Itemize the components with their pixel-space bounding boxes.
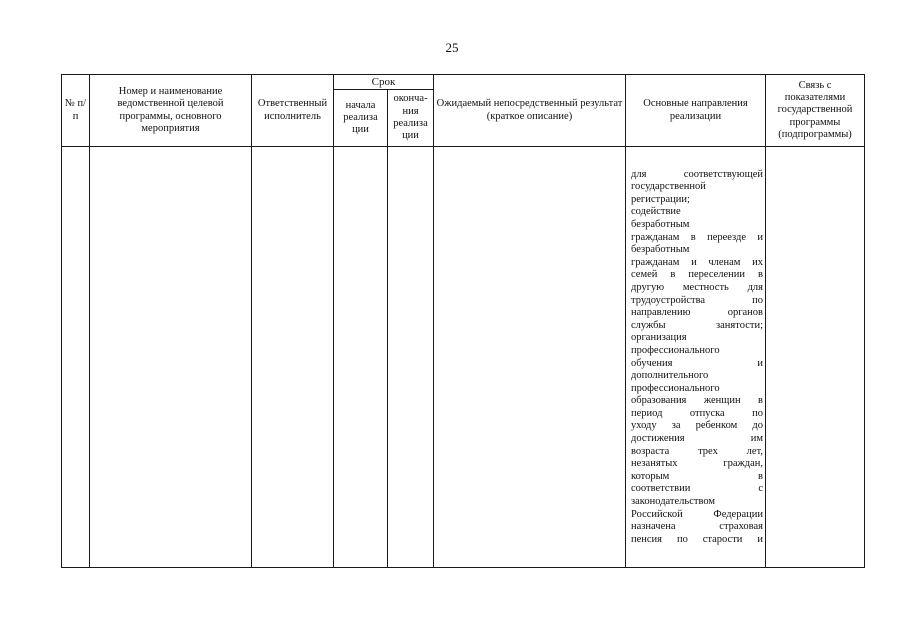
directions-line: Российской Федерации bbox=[631, 508, 763, 520]
table-row bbox=[62, 147, 865, 568]
directions-line: содействие bbox=[631, 206, 681, 218]
directions-line: безработным bbox=[631, 244, 690, 256]
cell-program-name bbox=[90, 147, 252, 568]
header-program-name: Номер и наименование ведомственной целевой программы, основного мероприятия bbox=[90, 75, 252, 147]
cell-executor bbox=[252, 147, 334, 568]
directions-line: другую местность для bbox=[631, 281, 763, 293]
program-table bbox=[61, 74, 865, 568]
directions-line: государственной bbox=[631, 181, 706, 193]
header-num: № п/п bbox=[62, 75, 90, 147]
directions-line: регистрации; bbox=[631, 193, 690, 205]
directions-line: профессионального bbox=[631, 344, 720, 356]
directions-line: которым в bbox=[631, 470, 763, 482]
directions-line: обучения и bbox=[631, 357, 763, 369]
directions-line: профессионального bbox=[631, 382, 720, 394]
directions-line: семей в переселении в bbox=[631, 269, 763, 281]
directions-line: гражданам в переезде и bbox=[631, 231, 763, 243]
cell-result bbox=[434, 147, 626, 568]
directions-line: образования женщин в bbox=[631, 395, 763, 407]
directions-line: уходу за ребенком до bbox=[631, 420, 763, 432]
directions-text bbox=[626, 168, 765, 547]
directions-line: гражданам и членам их bbox=[631, 256, 763, 268]
directions-line: организация bbox=[631, 332, 687, 344]
header-executor: Ответственный исполнитель bbox=[252, 75, 334, 147]
header-term-end: оконча- ния реализа ции bbox=[388, 90, 434, 147]
directions-line: службы занятости; bbox=[631, 319, 763, 331]
directions-line: законодательством bbox=[631, 496, 716, 508]
cell-num bbox=[62, 147, 90, 568]
cell-indicator-link bbox=[766, 147, 865, 568]
directions-line: направлению органов bbox=[631, 307, 763, 319]
page-number: 25 bbox=[445, 40, 459, 55]
directions-line: незанятых граждан, bbox=[631, 458, 763, 470]
directions-line: возраста трех лет, bbox=[631, 445, 763, 457]
directions-line: период отпуска по bbox=[631, 407, 763, 419]
directions-line: безработным bbox=[631, 218, 690, 230]
header-term-start: начала реализа ции bbox=[334, 90, 388, 147]
directions-line: для соответствующей bbox=[631, 168, 763, 180]
header-result: Ожидаемый непосредственный результат (краткое описание) bbox=[434, 75, 626, 147]
cell-directions bbox=[626, 147, 766, 568]
cell-term-end bbox=[388, 147, 434, 568]
cell-term-start bbox=[334, 147, 388, 568]
directions-line: достижения им bbox=[631, 433, 763, 445]
directions-line: трудоустройства по bbox=[631, 294, 763, 306]
directions-line: пенсия по старости и bbox=[631, 533, 763, 545]
directions-line: соответствии с bbox=[631, 483, 763, 495]
directions-line: дополнительного bbox=[631, 370, 709, 382]
header-term-group: Срок bbox=[334, 75, 434, 90]
directions-line: назначена страховая bbox=[631, 521, 763, 533]
header-indicator-link: Связь с показателями государственной программы (подпрограммы) bbox=[766, 75, 865, 147]
header-directions: Основные направления реализации bbox=[626, 75, 766, 147]
